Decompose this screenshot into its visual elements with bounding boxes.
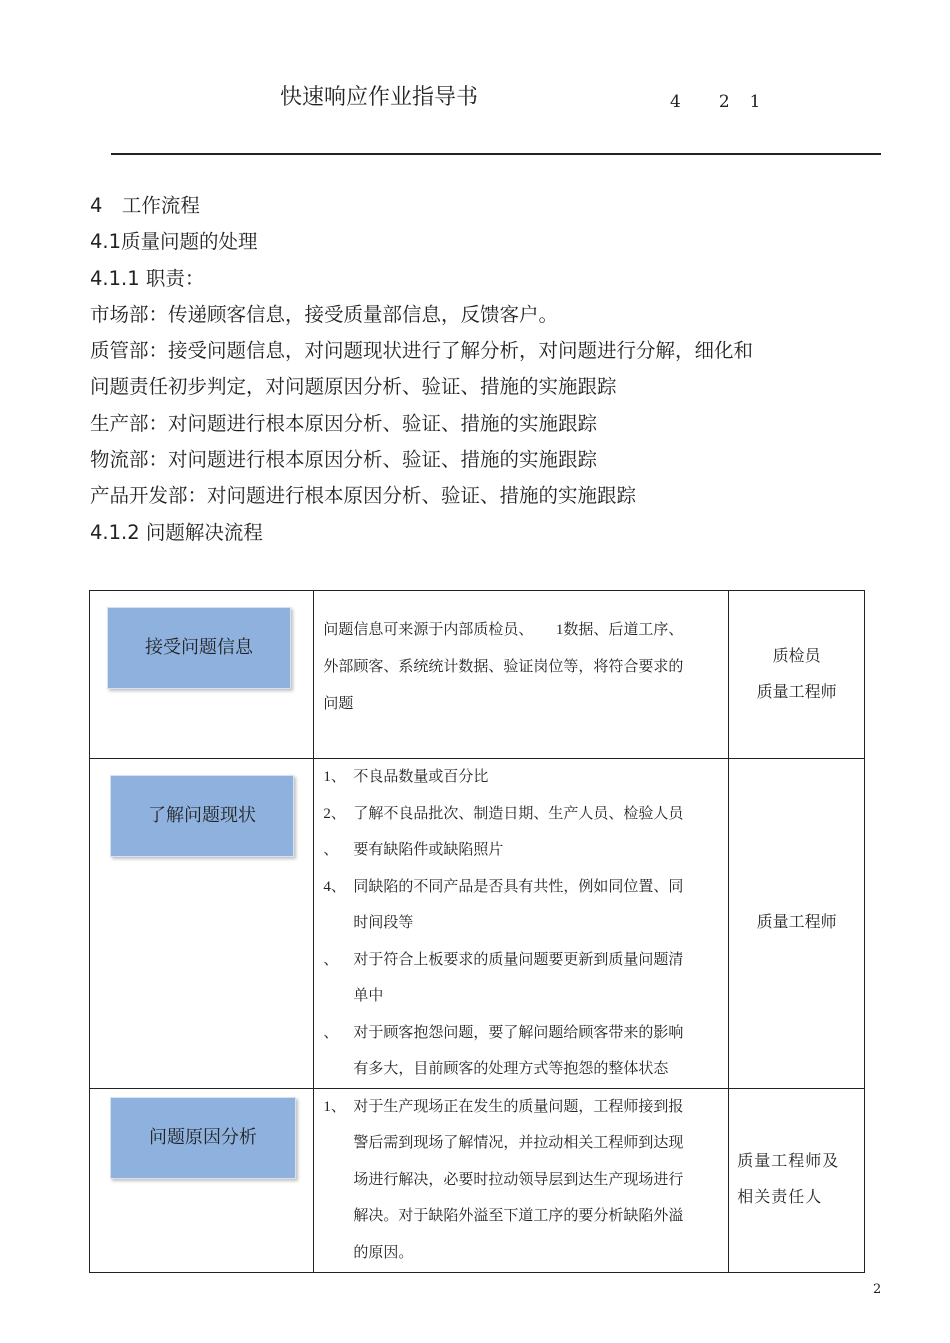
item-text: 警后需到现场了解情况，并拉动相关工程师到达现 (353, 1135, 684, 1151)
step-cell (90, 591, 314, 759)
item-number: 2、 (323, 805, 346, 822)
item-text: 单中 (353, 988, 384, 1004)
item-text: 了解不良品批次、制造日期、生产人员、检验人员 (353, 805, 684, 822)
item-number: 、 (323, 1024, 339, 1041)
paragraph-line: 市场部：传递顾客信息，接受质量部信息，反馈客户。 (90, 302, 559, 326)
paragraph-line: 产品开发部：对问题进行根本原因分析、验证、措施的实施跟踪 (90, 484, 637, 508)
document-title: 快速响应作业指导书 (280, 85, 479, 110)
description-cell (314, 1088, 729, 1272)
paragraph-line: 质管部：接受问题信息，对问题现状进行了解分析，对问题进行分解，细化和 (90, 339, 754, 363)
owner-cell (729, 591, 865, 759)
table-row (90, 591, 865, 759)
paragraph-line: 问题责任初步判定，对问题原因分析、验证、措施的实施跟踪 (90, 375, 617, 399)
step-cell (90, 759, 314, 1089)
item-text: 时间段等 (353, 915, 414, 931)
item-number: 1、 (323, 1098, 346, 1115)
document-code (670, 92, 760, 112)
step-cell (90, 1088, 314, 1272)
owner-line: 质量工程师 (756, 683, 837, 701)
item-number: 、 (323, 842, 339, 858)
paragraph-line: 物流部：对问题进行根本原因分析、验证、措施的实施跟踪 (90, 448, 598, 472)
item-text: 对于生产现场正在发生的质量问题，工程师接到报 (353, 1098, 684, 1115)
description-cell (314, 759, 729, 1089)
owner-line: 相关责任人 (737, 1189, 823, 1206)
subsection-heading: 4.1.2 问题解决流程 (90, 520, 263, 544)
body-text (90, 188, 880, 551)
item-text: 不良品数量或百分比 (353, 769, 489, 785)
step-box: 了解问题现状 (110, 775, 294, 857)
process-table (89, 590, 865, 1273)
step-box: 接受问题信息 (107, 607, 291, 689)
list-item (323, 1089, 720, 1272)
list-item (323, 796, 720, 833)
table-row (90, 1088, 865, 1272)
page-number: 2 (873, 1282, 882, 1297)
item-text: 对于符合上板要求的质量问题要更新到质量问题清 (353, 951, 684, 968)
item-text: 有多大，目前顾客的处理方式等抱怨的整体状态 (353, 1061, 669, 1077)
item-text: 的原因。 (353, 1244, 414, 1261)
section-heading: 4 工作流程 (90, 194, 200, 217)
document-code-part: 4 (670, 92, 681, 112)
document-code-part: 2 (718, 92, 730, 112)
owner-line: 质量工程师及 (737, 1153, 840, 1170)
list-item (323, 759, 720, 796)
list-item (323, 832, 720, 869)
paragraph-line: 生产部：对问题进行根本原因分析、验证、措施的实施跟踪 (90, 411, 598, 435)
item-text: 场进行解决，必要时拉动领导层到达生产现场进行 (353, 1171, 684, 1188)
item-text: 同缺陷的不同产品是否具有共性，例如同位置、同 (353, 878, 684, 895)
owner-cell (729, 1088, 865, 1272)
header-rule (111, 153, 881, 155)
description-cell (314, 591, 729, 759)
list-item (323, 869, 720, 942)
item-text: 解决。对于缺陷外溢至下道工序的要分析缺陷外溢 (353, 1208, 684, 1224)
document-code-part: 1 (749, 92, 761, 112)
owner-line: 质检员 (772, 647, 821, 665)
item-number: 4、 (323, 878, 346, 895)
step-box: 问题原因分析 (110, 1097, 296, 1179)
list-item (323, 1015, 720, 1088)
item-text: 对于顾客抱怨问题，要了解问题给顾客带来的影响 (353, 1024, 684, 1041)
item-number: 、 (323, 951, 339, 968)
owner-cell (729, 759, 865, 1089)
subsection-heading: 4.1质量问题的处理 (90, 230, 258, 254)
item-text: 要有缺陷件或缺陷照片 (353, 842, 504, 858)
description-line: 外部顾客、系统统计数据、验证岗位等，将符合要求的 (323, 659, 684, 675)
subsection-heading: 4.1.1 职责： (90, 266, 205, 290)
description-line: 问题信息可来源于内部质检员、 1数据、后道工序、 (323, 622, 684, 638)
owner-line: 质量工程师 (756, 914, 837, 932)
description-line: 问题 (323, 696, 354, 712)
table-row (90, 759, 865, 1089)
item-number: 1、 (323, 769, 346, 785)
list-item (323, 942, 720, 1015)
